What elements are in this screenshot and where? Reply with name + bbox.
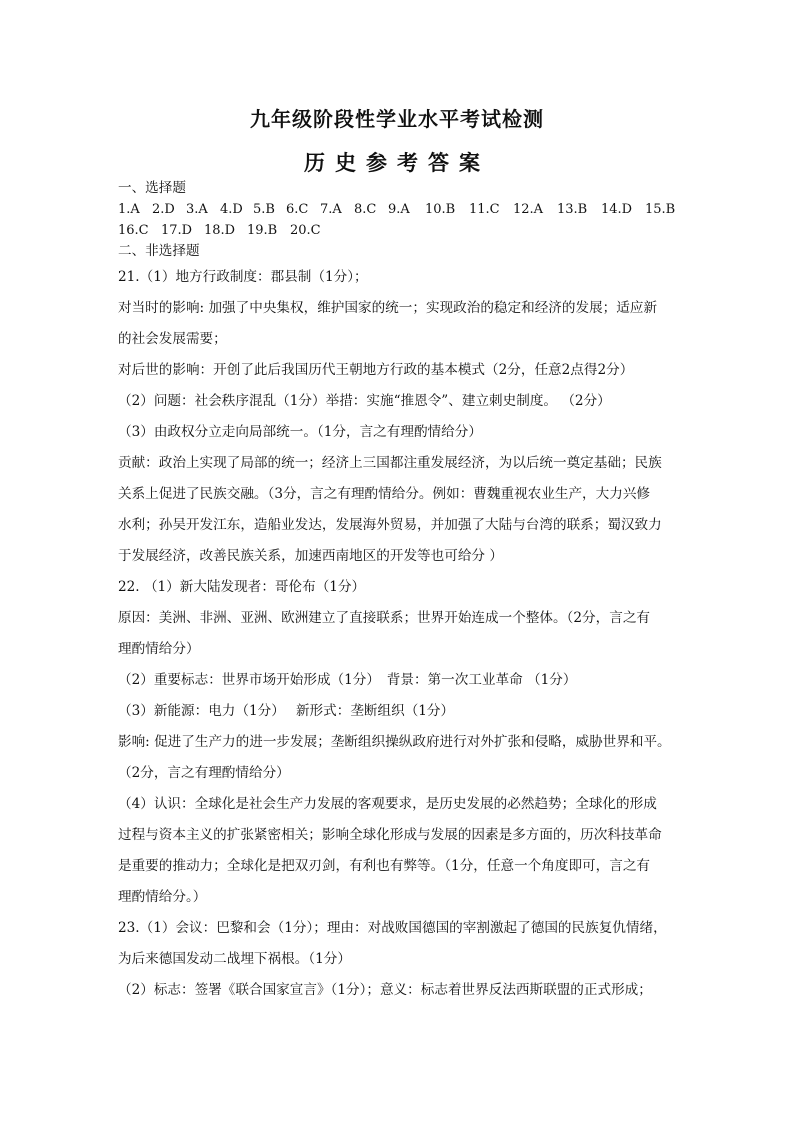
answer-line: 是重要的推动力；全球化是把双刃剑，有利也有弊等。（1分，任意一个角度即可，言之有 — [118, 858, 651, 874]
answer-body — [118, 178, 688, 1006]
answer-line: （3）由政权分立走向局部统一。（1分，言之有理酌情给分） — [118, 424, 482, 440]
mcq-answer: 5.B — [253, 202, 275, 217]
section-heading-nonchoice: 二、非选择题 — [118, 243, 200, 259]
answer-line: （4）认识：全球化是社会生产力发展的客观要求，是历史发展的必然趋势；全球化的形成 — [118, 796, 657, 812]
mcq-answer: 7.A — [320, 202, 342, 217]
answer-line: （2）标志：签署《联合国家宣言》（1分）；意义：标志着世界反法西斯联盟的正式形成； — [118, 982, 652, 998]
mcq-answer: 12.A — [513, 202, 544, 217]
answer-line: 23.（1）会议：巴黎和会（1分）；理由：对战败国德国的宰割激起了德国的民族复仇情绪， — [118, 920, 667, 936]
answer-line: 21.（1）地方行政制度：郡县制（1分）； — [118, 269, 368, 285]
mcq-answer: 2.D — [152, 202, 175, 217]
mcq-answers-row-1 — [118, 199, 688, 220]
answer-line: 过程与资本主义的扩张紧密相关；影响全球化形成与发展的因素是多方面的，历次科技革命 — [118, 827, 662, 843]
answer-line: （3）新能源：电力（1分） 新形式：垄断组织（1分） — [118, 703, 455, 719]
answer-line: 影响: 促进了生产力的进一步发展；垄断组织操纵政府进行对外扩张和侵略，威胁世界和平。 — [118, 734, 671, 750]
answer-line: 于发展经济，改善民族关系，加速西南地区的开发等也可给分 ） — [118, 548, 503, 564]
mcq-answers-row-2 — [118, 220, 688, 241]
mcq-answer: 1.A — [118, 202, 140, 217]
answer-line: 理酌情给分） — [118, 641, 200, 657]
mcq-answer: 10.B — [425, 202, 456, 217]
mcq-answer: 13.B — [557, 202, 588, 217]
mcq-answer: 11.C — [469, 202, 500, 217]
mcq-answer: 8.C — [354, 202, 377, 217]
answer-line: 理酌情给分。） — [118, 889, 207, 905]
answer-line: 对后世的影响：开创了此后我国历代王朝地方行政的基本模式（2分，任意2点得2分） — [118, 362, 634, 378]
mcq-answer: 14.D — [601, 202, 633, 217]
mcq-answer: 4.D — [220, 202, 243, 217]
answer-line: 原因：美洲、非洲、亚洲、欧洲建立了直接联系；世界开始连成一个整体。（2分，言之有 — [118, 610, 651, 626]
mcq-answer: 3.A — [186, 202, 208, 217]
mcq-answer: 17.D — [161, 223, 193, 238]
page-title: 九年级阶段性学业水平考试检测 — [250, 107, 544, 131]
answer-line: 关系上促进了民族交融。（3分，言之有理酌情给分。例如：曹魏重视农业生产，大力兴修 — [118, 486, 651, 502]
page-subtitle: 历史参考答案 — [304, 150, 490, 175]
answer-line: 水利；孙吴开发江东，造船业发达，发展海外贸易，并加强了大陆与台湾的联系；蜀汉致力 — [118, 517, 662, 533]
mcq-answer: 16.C — [118, 223, 149, 238]
answer-line: 的社会发展需要； — [118, 331, 227, 347]
answer-line: 22. （1）新大陆发现者：哥伦布（1分） — [118, 579, 366, 595]
answer-line: 对当时的影响: 加强了中央集权，维护国家的统一；实现政治的稳定和经济的发展；适应新 — [118, 300, 658, 316]
answer-line: （2分，言之有理酌情给分） — [118, 765, 290, 781]
answer-line: （2）问题：社会秩序混乱（1分）举措：实施“推恩令”、建立刺史制度。 （2分） — [118, 393, 611, 409]
answer-line: （2）重要标志：世界市场开始形成（1分） 背景：第一次工业革命 （1分） — [118, 672, 577, 688]
mcq-answer: 20.C — [290, 223, 321, 238]
mcq-answer: 15.B — [645, 202, 676, 217]
section-heading-choice: 一、选择题 — [118, 180, 186, 196]
mcq-answer: 18.D — [204, 223, 236, 238]
mcq-answer: 9.A — [388, 202, 410, 217]
answer-line: 为后来德国发动二战埋下祸根。（1分） — [118, 951, 351, 967]
answer-line: 贡献：政治上实现了局部的统一；经济上三国都注重发展经济，为以后统一奠定基础；民族 — [118, 455, 662, 471]
mcq-answer: 19.B — [247, 223, 278, 238]
mcq-answer: 6.C — [286, 202, 309, 217]
